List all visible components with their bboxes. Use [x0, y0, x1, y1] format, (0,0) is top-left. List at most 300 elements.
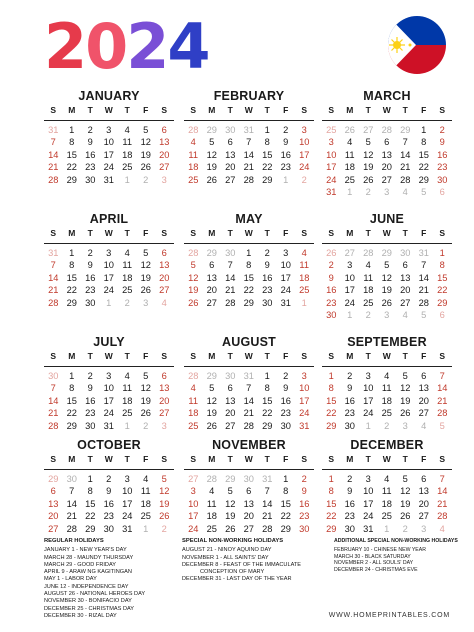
- day-cell: 27: [418, 408, 429, 418]
- day-cell: 25: [122, 408, 133, 418]
- day-cell: 10: [363, 486, 374, 496]
- weekday-label: M: [346, 105, 354, 115]
- day-cell: 23: [85, 285, 96, 295]
- day-cell: 7: [50, 137, 56, 147]
- week-row: [44, 485, 174, 498]
- holiday-item: NOVEMBER 2 - ALL SOULS' DAY: [334, 560, 414, 567]
- week-row: [322, 161, 452, 174]
- day-cell: 1: [69, 124, 75, 135]
- holiday-item: NOVEMBER 30 - BONIFACIO DAY: [44, 598, 132, 605]
- week-row: [184, 498, 314, 511]
- day-cell: 11: [188, 149, 199, 160]
- day-cell: 1: [69, 370, 75, 381]
- month-name: JULY: [93, 335, 125, 349]
- holiday-item: MARCH 30 - BLACK SATURDAY: [334, 553, 411, 560]
- weekday-header: [184, 227, 314, 240]
- day-cell: 5: [421, 187, 427, 197]
- day-cell: 26: [140, 162, 151, 172]
- day-cell: 13: [381, 149, 392, 160]
- day-cell: 1: [384, 523, 390, 534]
- day-cell: 1: [124, 420, 130, 431]
- day-cell: 3: [301, 124, 307, 135]
- day-cell: 18: [381, 395, 392, 406]
- weekday-label: M: [346, 351, 354, 361]
- day-cell: 6: [439, 187, 445, 197]
- day-cell: 21: [66, 511, 77, 521]
- day-cell: 9: [301, 486, 307, 496]
- weekday-header: [322, 104, 452, 117]
- day-cell: 26: [363, 174, 374, 185]
- month-july: [44, 334, 174, 432]
- day-cell: 19: [400, 395, 411, 406]
- day-cell: 4: [365, 260, 371, 270]
- day-cell: 2: [124, 297, 130, 308]
- day-cell: 31: [103, 174, 114, 185]
- weekday-label: S: [161, 351, 168, 361]
- day-cell: 25: [299, 285, 310, 295]
- day-cell: 3: [190, 486, 196, 496]
- footer-website: WWW.HOMEPRINTABLES.COM: [328, 612, 450, 619]
- day-cell: 31: [418, 247, 429, 258]
- day-cell: 16: [437, 149, 448, 160]
- day-cell: 11: [122, 260, 133, 270]
- day-cell: 14: [48, 272, 59, 283]
- holiday-item: MARCH 28 - MAUNDY THURSDAY: [44, 554, 134, 561]
- day-cell: 30: [280, 420, 291, 431]
- day-cell: 7: [421, 260, 427, 270]
- day-cell: 20: [48, 511, 59, 521]
- day-cell: 24: [122, 511, 133, 521]
- day-cell: 1: [301, 297, 307, 308]
- day-cell: 14: [243, 395, 254, 406]
- weekday-label: T: [124, 351, 130, 361]
- day-cell: 20: [400, 285, 411, 295]
- day-cell: 15: [66, 272, 77, 283]
- weekday-header: [44, 350, 174, 363]
- day-cell: 27: [243, 523, 254, 534]
- weekday-label: T: [124, 454, 130, 464]
- day-cell: 3: [328, 137, 334, 147]
- day-cell: 18: [206, 511, 217, 521]
- day-cell: 4: [402, 310, 408, 320]
- weekday-label: M: [208, 105, 216, 115]
- day-cell: 14: [400, 149, 411, 160]
- day-cell: 18: [122, 272, 133, 283]
- weekday-label: S: [301, 351, 308, 361]
- weekday-label: T: [87, 228, 93, 238]
- weekday-label: S: [190, 454, 197, 464]
- week-row: [322, 485, 452, 498]
- month-april: [44, 211, 174, 309]
- day-cell: 19: [381, 285, 392, 295]
- weekday-label: F: [283, 228, 289, 238]
- day-cell: 3: [347, 260, 353, 270]
- day-cell: 3: [161, 174, 167, 185]
- weekday-label: S: [328, 105, 335, 115]
- weekday-label: W: [382, 105, 391, 115]
- weekday-label: T: [402, 454, 408, 464]
- day-cell: 5: [190, 260, 196, 270]
- day-cell: 16: [299, 498, 310, 509]
- day-cell: 21: [418, 285, 429, 295]
- weekday-label: S: [161, 105, 168, 115]
- holiday-item: AUGUST 26 - NATIONAL HEROES DAY: [44, 591, 146, 598]
- day-cell: 16: [262, 272, 273, 283]
- philippine-flag-icon: [388, 16, 446, 74]
- weekday-label: S: [301, 228, 308, 238]
- day-cell: 1: [328, 370, 334, 381]
- month-february: [184, 88, 314, 186]
- weekday-label: W: [244, 454, 253, 464]
- day-cell: 7: [246, 383, 252, 393]
- day-cell: 11: [381, 486, 392, 496]
- day-cell: 30: [85, 297, 96, 308]
- weekday-label: M: [68, 351, 76, 361]
- day-cell: 10: [299, 137, 310, 147]
- week-row: [44, 297, 174, 310]
- day-cell: 5: [143, 247, 149, 258]
- weekday-label: F: [421, 351, 427, 361]
- day-cell: 4: [124, 247, 130, 258]
- day-cell: 2: [87, 247, 93, 258]
- day-cell: 9: [283, 137, 289, 147]
- day-cell: 21: [243, 162, 254, 172]
- weekday-label: T: [365, 228, 371, 238]
- day-cell: 22: [326, 511, 337, 521]
- day-cell: 1: [439, 247, 445, 258]
- week-row: [44, 124, 174, 137]
- day-cell: 21: [437, 498, 448, 509]
- holiday-item: DECEMBER 25 - CHRISTMAS DAY: [44, 605, 135, 612]
- day-cell: 11: [363, 272, 374, 283]
- day-cell: 27: [225, 174, 236, 185]
- day-cell: 8: [328, 383, 334, 393]
- day-cell: 21: [48, 285, 59, 295]
- day-cell: 19: [188, 285, 199, 295]
- day-cell: 31: [48, 124, 59, 135]
- weekday-label: T: [124, 105, 130, 115]
- day-cell: 6: [421, 370, 427, 381]
- day-cell: 29: [225, 473, 236, 484]
- day-cell: 17: [326, 162, 337, 172]
- day-cell: 21: [48, 162, 59, 172]
- day-cell: 27: [159, 408, 170, 418]
- day-cell: 1: [264, 124, 270, 135]
- day-cell: 28: [48, 297, 59, 308]
- day-cell: 20: [225, 408, 236, 418]
- day-cell: 30: [299, 523, 310, 534]
- week-row: [322, 136, 452, 149]
- day-cell: 15: [66, 149, 77, 160]
- day-cell: 15: [85, 498, 96, 509]
- day-cell: 5: [161, 473, 167, 484]
- day-cell: 30: [225, 124, 236, 135]
- day-cell: 1: [421, 124, 427, 135]
- day-cell: 9: [106, 486, 112, 496]
- day-cell: 4: [124, 124, 130, 135]
- day-cell: 13: [418, 486, 429, 496]
- weekday-label: M: [346, 454, 354, 464]
- weekday-label: S: [50, 454, 57, 464]
- day-cell: 11: [122, 137, 133, 147]
- day-cell: 17: [280, 272, 291, 283]
- day-cell: 29: [206, 370, 217, 381]
- day-cell: 31: [280, 297, 291, 308]
- day-cell: 29: [66, 420, 77, 431]
- week-row: [322, 149, 452, 162]
- week-row: [322, 284, 452, 297]
- weekday-label: S: [190, 228, 197, 238]
- day-cell: 17: [363, 395, 374, 406]
- day-cell: 24: [103, 285, 114, 295]
- day-cell: 2: [347, 473, 353, 484]
- weekday-label: M: [208, 228, 216, 238]
- day-cell: 1: [328, 473, 334, 484]
- day-cell: 11: [188, 395, 199, 406]
- weekday-label: T: [264, 105, 270, 115]
- month-name: NOVEMBER: [212, 438, 286, 452]
- day-cell: 7: [246, 137, 252, 147]
- day-cell: 17: [299, 395, 310, 406]
- weekday-header: [184, 453, 314, 466]
- day-cell: 18: [188, 162, 199, 172]
- weekday-label: W: [382, 351, 391, 361]
- week-row: [184, 523, 314, 536]
- day-cell: 1: [106, 297, 112, 308]
- weekday-label: S: [439, 454, 446, 464]
- day-cell: 4: [143, 473, 149, 484]
- weekday-label: T: [227, 454, 233, 464]
- header-divider: [44, 120, 174, 121]
- day-cell: 28: [243, 174, 254, 185]
- weekday-label: S: [50, 105, 57, 115]
- day-cell: 2: [301, 174, 307, 185]
- week-row: [184, 161, 314, 174]
- year-digit: 2: [44, 10, 86, 83]
- day-cell: 21: [243, 408, 254, 418]
- weekday-label: T: [87, 454, 93, 464]
- weekday-label: W: [104, 228, 113, 238]
- header-divider: [184, 366, 314, 367]
- weekday-header: [322, 453, 452, 466]
- day-cell: 20: [159, 395, 170, 406]
- day-cell: 29: [280, 523, 291, 534]
- day-cell: 7: [264, 486, 270, 496]
- day-cell: 3: [365, 473, 371, 484]
- day-cell: 6: [439, 310, 445, 320]
- header-divider: [44, 366, 174, 367]
- day-cell: 9: [264, 260, 270, 270]
- day-cell: 2: [301, 473, 307, 484]
- day-cell: 30: [85, 420, 96, 431]
- day-cell: 4: [190, 383, 196, 393]
- weekday-label: S: [328, 454, 335, 464]
- week-row: [322, 473, 452, 486]
- day-cell: 4: [384, 370, 390, 381]
- day-cell: 26: [400, 408, 411, 418]
- day-cell: 2: [328, 260, 334, 270]
- day-cell: 14: [437, 486, 448, 496]
- day-cell: 28: [188, 247, 199, 258]
- weekday-label: M: [68, 105, 76, 115]
- day-cell: 7: [50, 260, 56, 270]
- weekday-label: W: [104, 454, 113, 464]
- day-cell: 11: [206, 498, 217, 509]
- month-name: JUNE: [369, 212, 405, 226]
- day-cell: 7: [50, 383, 56, 393]
- day-cell: 19: [206, 162, 217, 172]
- month-name: MAY: [235, 212, 263, 226]
- day-cell: 30: [66, 473, 77, 484]
- weekday-label: T: [402, 351, 408, 361]
- month-may: [184, 211, 314, 309]
- day-cell: 22: [262, 408, 273, 418]
- day-cell: 23: [85, 408, 96, 418]
- day-cell: 17: [344, 285, 355, 295]
- day-cell: 28: [418, 297, 429, 308]
- day-cell: 27: [206, 297, 217, 308]
- day-cell: 15: [66, 395, 77, 406]
- day-cell: 17: [299, 149, 310, 160]
- day-cell: 2: [384, 420, 390, 431]
- day-cell: 29: [66, 174, 77, 185]
- weekday-label: T: [227, 351, 233, 361]
- weekday-label: W: [244, 228, 253, 238]
- day-cell: 26: [140, 408, 151, 418]
- day-cell: 3: [384, 310, 390, 320]
- day-cell: 27: [159, 162, 170, 172]
- weekday-label: S: [50, 351, 57, 361]
- day-cell: 12: [206, 149, 217, 160]
- day-cell: 4: [124, 370, 130, 381]
- day-cell: 17: [103, 272, 114, 283]
- day-cell: 13: [48, 498, 59, 509]
- day-cell: 26: [140, 285, 151, 295]
- day-cell: 23: [262, 285, 273, 295]
- header-divider: [184, 243, 314, 244]
- day-cell: 1: [264, 370, 270, 381]
- day-cell: 4: [209, 486, 215, 496]
- day-cell: 1: [365, 420, 371, 431]
- day-cell: 29: [326, 523, 337, 534]
- day-cell: 3: [384, 187, 390, 197]
- holiday-item: AUGUST 21 - NINOY AQUINO DAY: [182, 547, 272, 554]
- day-cell: 29: [48, 473, 59, 484]
- day-cell: 11: [140, 486, 151, 496]
- day-cell: 2: [365, 310, 371, 320]
- day-cell: 25: [122, 285, 133, 295]
- day-cell: 3: [365, 370, 371, 381]
- day-cell: 26: [326, 247, 337, 258]
- weekday-label: M: [208, 454, 216, 464]
- day-cell: 1: [143, 523, 149, 534]
- day-cell: 30: [344, 420, 355, 431]
- day-cell: 5: [384, 260, 390, 270]
- day-cell: 1: [283, 174, 289, 185]
- week-row: [184, 259, 314, 272]
- month-name: JANUARY: [78, 89, 140, 103]
- day-cell: 26: [206, 420, 217, 431]
- day-cell: 16: [280, 395, 291, 406]
- month-december: [322, 437, 452, 535]
- week-row: [184, 124, 314, 137]
- week-row: [44, 136, 174, 149]
- day-cell: 14: [66, 498, 77, 509]
- day-cell: 12: [400, 486, 411, 496]
- day-cell: 21: [225, 285, 236, 295]
- day-cell: 31: [363, 523, 374, 534]
- day-cell: 22: [66, 162, 77, 172]
- week-row: [44, 161, 174, 174]
- week-row: [322, 272, 452, 285]
- weekday-label: F: [283, 105, 289, 115]
- holiday-item: APRIL 9 - ARAW NG KAGITINGAN: [44, 569, 132, 576]
- day-cell: 25: [363, 297, 374, 308]
- day-cell: 31: [103, 420, 114, 431]
- day-cell: 28: [206, 473, 217, 484]
- day-cell: 30: [48, 370, 59, 381]
- weekday-label: S: [439, 351, 446, 361]
- day-cell: 3: [106, 247, 112, 258]
- day-cell: 28: [400, 174, 411, 185]
- day-cell: 15: [326, 498, 337, 509]
- day-cell: 2: [347, 370, 353, 381]
- holiday-item: DECEMBER 8 - FEAST OF THE IMMACULATE: [182, 561, 302, 568]
- day-cell: 2: [161, 523, 167, 534]
- month-name: APRIL: [89, 212, 129, 226]
- day-cell: 4: [384, 473, 390, 484]
- day-cell: 1: [124, 174, 130, 185]
- day-cell: 12: [206, 395, 217, 406]
- weekday-label: F: [283, 351, 289, 361]
- weekday-label: M: [68, 454, 76, 464]
- day-cell: 28: [262, 523, 273, 534]
- day-cell: 31: [326, 187, 337, 197]
- day-cell: 14: [262, 498, 273, 509]
- day-cell: 3: [161, 420, 167, 431]
- weekday-label: S: [161, 454, 168, 464]
- regular-holidays-section: [44, 538, 145, 620]
- day-cell: 14: [243, 149, 254, 160]
- year-digit: 0: [85, 10, 127, 83]
- day-cell: 10: [363, 383, 374, 393]
- month-september: [322, 334, 452, 432]
- day-cell: 29: [66, 297, 77, 308]
- day-cell: 25: [122, 162, 133, 172]
- day-cell: 26: [225, 523, 236, 534]
- day-cell: 24: [280, 285, 291, 295]
- day-cell: 28: [188, 370, 199, 381]
- day-cell: 6: [161, 124, 167, 135]
- day-cell: 26: [344, 124, 355, 135]
- day-cell: 10: [122, 486, 133, 496]
- day-cell: 8: [439, 260, 445, 270]
- day-cell: 24: [299, 162, 310, 172]
- day-cell: 6: [384, 137, 390, 147]
- holiday-item: CONCEPTION OF MARY: [200, 569, 265, 576]
- day-cell: 5: [421, 310, 427, 320]
- week-row: [44, 382, 174, 395]
- day-cell: 22: [418, 162, 429, 172]
- day-cell: 19: [225, 511, 236, 521]
- day-cell: 20: [243, 511, 254, 521]
- additional-holidays-title: ADDITIONAL SPECIAL NON-WORKING HOLIDAYS: [334, 538, 458, 544]
- weekday-label: F: [143, 105, 149, 115]
- day-cell: 29: [326, 420, 337, 431]
- day-cell: 27: [400, 297, 411, 308]
- day-cell: 22: [85, 511, 96, 521]
- day-cell: 23: [280, 162, 291, 172]
